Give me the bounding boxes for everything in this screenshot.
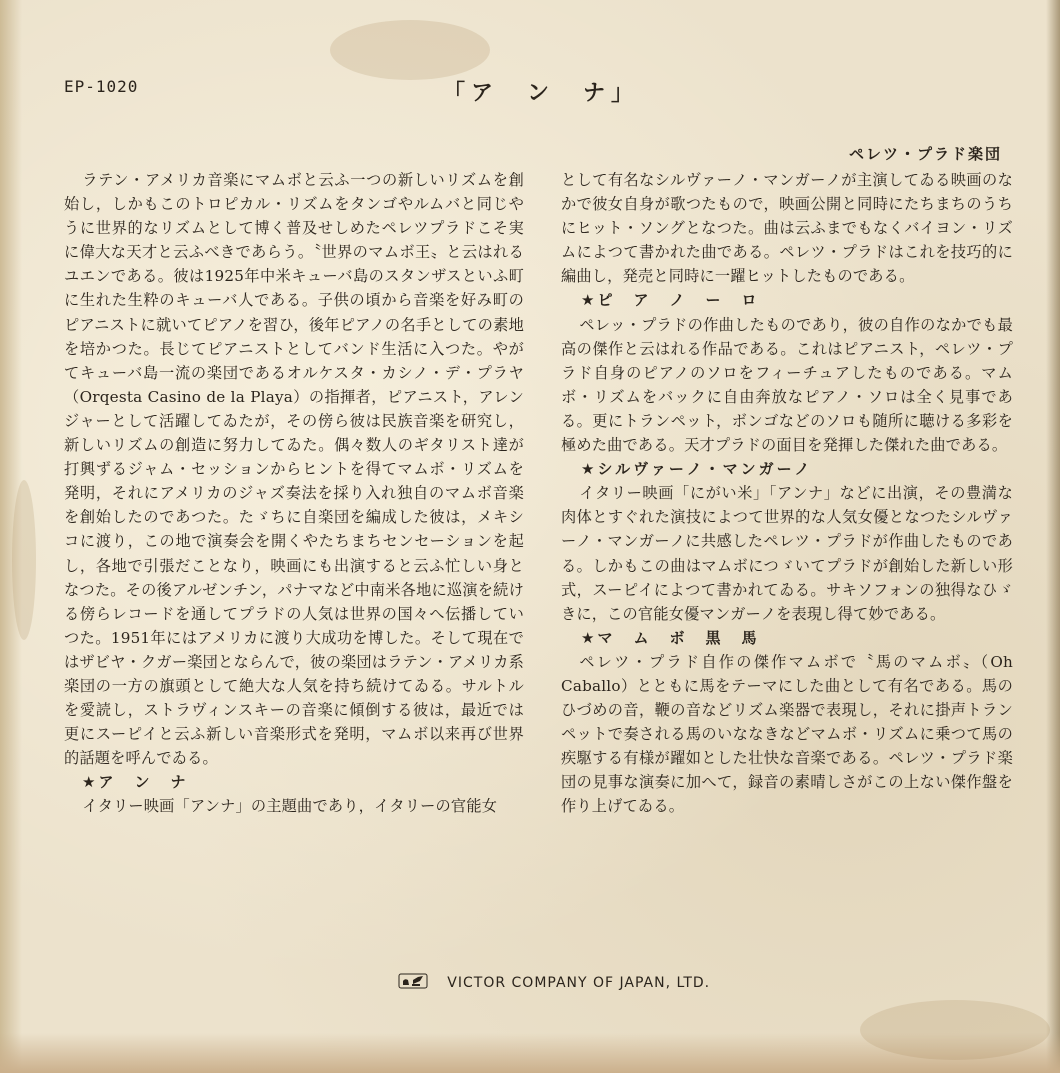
paper-stain bbox=[330, 20, 490, 80]
company-name: VICTOR COMPANY OF JAPAN, LTD. bbox=[447, 975, 711, 991]
label-footer bbox=[0, 972, 1060, 991]
record-title bbox=[0, 76, 1060, 107]
track-heading-silvana-mangano: ★シルヴァーノ・マンガーノ bbox=[581, 460, 813, 479]
track-heading-mambo-black-horse: ★マ ム ボ 黒 馬 bbox=[581, 628, 760, 647]
track-description-anna: イタリー映画「アンナ」の主題曲であり，イタリーの官能女 bbox=[82, 797, 498, 816]
track-description-mambo-black-horse: ペレツ・プラド自作の傑作マムボで〝馬のマムボ〟（Oh Caballo）とともに馬をテーマにした曲として有名である。馬のひづめの音，鞭の音などリズム楽器で表現し，それに掛声トランペットで奏される馬のいななきなどマムボ・リズムに乗つて馬の疾駆する有様が躍如とした壮快な音楽である。ペレツ・プラド楽団の見事な演奏に加へて，録音の素晴しさがこの上ない傑作盤を作り上げてゐる。 bbox=[561, 652, 1013, 816]
nipper-dog-gramophone-icon bbox=[398, 972, 428, 990]
record-title-text: 「ア ン ナ」 bbox=[442, 81, 639, 106]
artist-name: ペレツ・プラド楽団 bbox=[848, 145, 1002, 163]
paper-stain bbox=[12, 480, 36, 640]
footer-inner bbox=[398, 975, 710, 991]
artist-biography: ラテン・アメリカ音楽にマムボと云ふ一つの新しいリズムを創始し，しかもこのトロピカル・リズムをタンゴやルムバと同じやうに世界的なリズムとして博く普及せしめたペレツプラドこそ実に偉大な天才と云ふべきであらう。〝世界のマムボ王〟と云はれるユエンである。彼は1925年中米キューバ島のスタンザスといふ町に生れた生粋のキューバ人である。子供の頃から音楽を好み町のピアニストに就いてピアノを習ひ，後年ピアノの名手としての素地を培かつた。長じてピアニストとしてバンド生活に入つた。やがてキューバ島一流の楽団であるオルケスタ・カシノ・デ・プラヤ（Orqesta Casino de la Playa）の指揮者，ピアニスト，アレンジャーとして活躍してゐたが，その傍ら彼は民族音楽を研究し，新しいリズムの創造に努力してゐた。偶々数人のギタリスト達が打興ずるジャム・セッションからヒントを得てマムボ・リズムを発明，それにアメリカのジャズ奏法を採り入れ独自のマムボ音楽を創始したのであつた。たゞちに自楽団を編成した彼は，メキシコに渡り，この地で演奏会を開くやたちまちセンセーションを起し，各地で引張だことなり，映画にも出演すると云ふ忙しい身となつた。その後アルゼンチン，パナマなど中南米各地に巡演を続ける傍らレコードを通してプラドの人気は世界の国々へ伝播していつた。1951年にはアメリカに渡り大成功を博した。そして現在ではザビヤ・クガー楽団とならんで，彼の楽団はラテン・アメリカ系楽団の一方の旗頭として絶大な人気を持ち続けてゐる。サルトルを愛読し，ストラヴィンスキーの音楽に傾倒する彼は，最近では更にスーピイと云ふ新しい音楽形式を発明，マムボ以来再び世界的話題を呼んでゐる。 bbox=[64, 171, 524, 768]
track-description-anna-continued: として有名なシルヴァーノ・マンガーノが主演してゐる映画のなかで彼女自身が歌つたもので，映画公開と同時にたちまちのうちにヒット・ソングとなつた。曲は云ふまでもなくバイヨン・リズムによつて書かれた曲である。ペレツ・プラドはこれを技巧的に編曲し，発売と同時に一躍ヒットしたものである。 bbox=[561, 171, 1013, 286]
track-description-pianolo: ペレッ・プラドの作曲したものであり，彼の自作のなかでも最高の傑作と云はれる作品である。これはピアニスト，ペレツ・プラド自身のピアノのソロをフィーチュアしたものである。マムボ・リズムをバックに自由奔放なピアノ・ソロは全く見事である。更にトランペット，ボンゴなどのソロも随所に聴ける多彩を極めた曲である。天才プラドの面目を発揮した傑れた曲である。 bbox=[561, 315, 1013, 455]
paper-stain bbox=[860, 1000, 1050, 1060]
worn-edge-right bbox=[1046, 0, 1060, 1073]
liner-notes-right-column bbox=[561, 168, 1013, 819]
track-description-silvana-mangano: イタリー映画「にがい米」「アンナ」などに出演，その豊満な肉体とすぐれた演技によつて世界的な人気女優となつたシルヴァーノ・マンガーノに共感したペレツ・プラドが作曲したものである。しかもこの曲はマムボにつゞいてプラドが創始した新しい形式，スーピイによつて書かれてゐる。サキソフォンの独得なひゞきに，この官能女優マンガーノを表現し得て妙である。 bbox=[561, 484, 1013, 623]
liner-notes-left-column bbox=[64, 168, 524, 819]
catalog-number: EP-1020 bbox=[64, 77, 139, 96]
track-heading-anna: ★ア ン ナ bbox=[82, 773, 189, 792]
track-heading-pianolo: ★ピ ア ノ ー ロ bbox=[581, 291, 760, 310]
